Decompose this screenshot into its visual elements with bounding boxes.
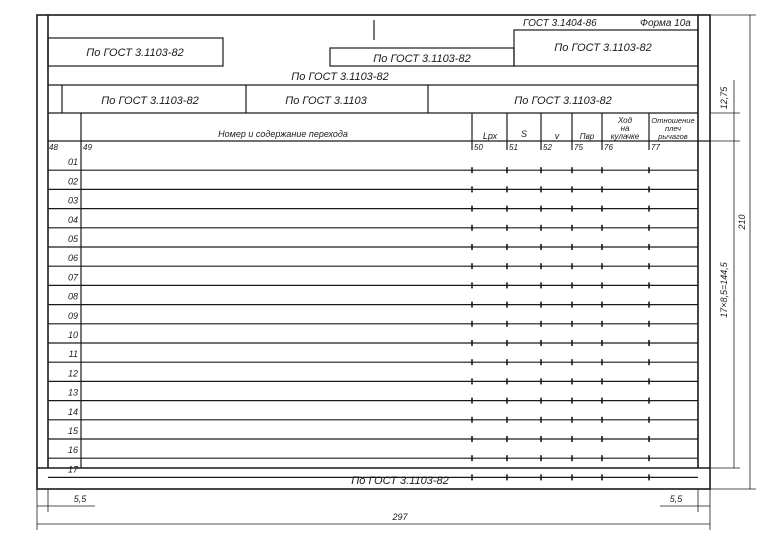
header-standard: ГОСТ 3.1404-86 — [523, 18, 597, 29]
col-header-lpx: Lрх — [482, 131, 498, 141]
col-code-s: 51 — [509, 143, 518, 152]
table-row — [48, 388, 698, 404]
stamp-bottom: По ГОСТ 3.1103-82 — [351, 475, 449, 487]
table-row — [48, 311, 698, 327]
row-number: 08 — [67, 291, 78, 302]
table-row — [48, 272, 698, 288]
table-row — [48, 407, 698, 423]
outer-frame — [37, 15, 710, 489]
row-number: 05 — [67, 234, 78, 244]
form-label: Форма 10а — [640, 18, 691, 29]
table-row — [48, 349, 698, 365]
row-number: 14 — [67, 406, 78, 417]
col-header-content: Номер и содержание перехода — [218, 129, 348, 139]
col-code-num: 48 — [49, 143, 58, 152]
dim-total-height: 210 — [737, 214, 747, 230]
col-code-v: 52 — [543, 143, 552, 152]
row-number: 04 — [67, 214, 78, 225]
table-row — [48, 426, 698, 442]
stamp-row4-right: По ГОСТ 3.1103-82 — [514, 95, 612, 107]
col-header-v: v — [554, 131, 560, 141]
stamp-row4-left: По ГОСТ 3.1103-82 — [101, 95, 199, 107]
col-code-pvr: 75 — [574, 143, 583, 152]
row-number: 17 — [67, 464, 78, 475]
col-code-content: 49 — [83, 143, 92, 152]
stamp-row4-middle: По ГОСТ 3.1103 — [285, 95, 367, 107]
row-number: 13 — [67, 387, 78, 398]
stamp-top-right: По ГОСТ 3.1103-82 — [554, 42, 652, 54]
dim-right-margin: 5,5 — [669, 494, 683, 504]
col-header-ratio-3: рычагов — [658, 132, 688, 141]
col-header-ratio-1: Отношение — [651, 116, 695, 125]
row-number: 09 — [67, 310, 78, 321]
row-number: 15 — [67, 426, 78, 436]
row-number: 11 — [68, 349, 78, 360]
table-row — [48, 234, 698, 250]
table-row — [48, 330, 698, 346]
row-number: 12 — [67, 368, 78, 379]
col-header-cam-2: на — [620, 124, 630, 133]
row-number: 07 — [67, 272, 78, 283]
table-row — [48, 253, 698, 269]
row-number: 10 — [67, 330, 78, 340]
stamp-top-middle: По ГОСТ 3.1103-82 — [373, 53, 471, 65]
row-number: 01 — [67, 157, 78, 168]
col-code-cam: 76 — [604, 143, 613, 152]
row-number: 16 — [67, 445, 78, 456]
col-header-pvr: Пвр — [579, 132, 595, 141]
col-header-ratio-2: плеч — [665, 124, 681, 133]
table-row — [48, 215, 698, 231]
col-header-cam-1: Ход — [617, 116, 633, 125]
col-header-cam-3: кулачке — [610, 132, 640, 141]
table-rows — [48, 157, 698, 480]
table-row — [48, 176, 698, 192]
row-number: 02 — [67, 176, 78, 187]
table-row — [48, 292, 698, 308]
table-row — [48, 157, 698, 173]
dim-rows-height: 17×8,5=144,5 — [719, 262, 729, 318]
col-code-lpx: 50 — [474, 143, 483, 152]
col-code-ratio: 77 — [651, 143, 660, 152]
table-row — [48, 196, 698, 212]
table-row — [48, 445, 698, 461]
row-number: 06 — [67, 253, 78, 264]
col-header-s: S — [520, 129, 528, 139]
dim-header-height: 12,75 — [719, 86, 729, 110]
row-number: 03 — [67, 195, 78, 206]
stamp-full-row: По ГОСТ 3.1103-82 — [291, 71, 389, 83]
dim-left-margin: 5,5 — [73, 494, 87, 504]
dim-total-width: 297 — [392, 512, 408, 522]
stamp-top-left: По ГОСТ 3.1103-82 — [86, 47, 184, 59]
table-row — [48, 368, 698, 384]
